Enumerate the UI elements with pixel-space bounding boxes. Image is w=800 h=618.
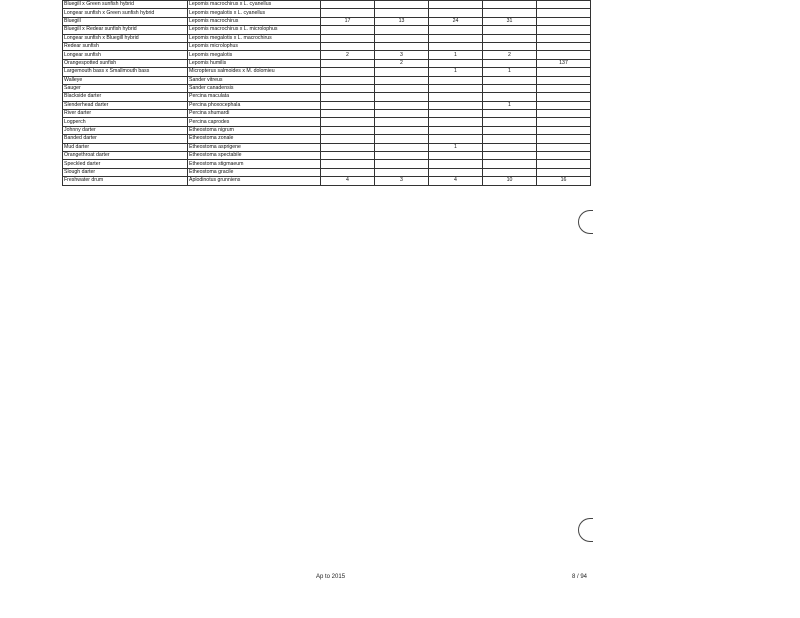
count-cell [429,126,483,134]
common-name-cell: Freshwater drum [63,177,188,185]
count-cell [537,26,591,34]
count-cell [483,84,537,92]
common-name-cell: Longear sunfish x Green sunfish hybrid [63,9,188,17]
count-cell [375,126,429,134]
common-name-cell: Walleye [63,76,188,84]
scientific-name-cell: Percina maculata [188,93,321,101]
count-cell [375,68,429,76]
count-cell [429,93,483,101]
count-cell [429,101,483,109]
count-cell: 2 [483,51,537,59]
count-cell [321,126,375,134]
count-cell [537,110,591,118]
count-cell [537,42,591,50]
count-cell [483,118,537,126]
count-cell [537,160,591,168]
count-cell: 17 [321,17,375,25]
count-cell: 2 [375,59,429,67]
count-cell [537,84,591,92]
scientific-name-cell: Etheostoma asprigene [188,143,321,151]
count-cell: 31 [483,17,537,25]
common-name-cell: Bluegill x Redear sunfish hybrid [63,26,188,34]
count-cell: 1 [429,51,483,59]
count-cell [429,110,483,118]
scientific-name-cell: Etheostoma nigrum [188,126,321,134]
count-cell [429,1,483,9]
count-cell: 10 [483,177,537,185]
scientific-name-cell: Lepomis megalotis [188,51,321,59]
count-cell [483,135,537,143]
table-row [63,84,591,92]
table-row [63,34,591,42]
table-row [63,160,591,168]
count-cell [483,34,537,42]
table-row [63,118,591,126]
scientific-name-cell: Lepomis macrochirus [188,17,321,25]
table-row [63,126,591,134]
count-cell [321,143,375,151]
count-cell [429,26,483,34]
common-name-cell: Banded darter [63,135,188,143]
scientific-name-cell: Etheostoma spectabile [188,152,321,160]
scientific-name-cell: Lepomis microlophus [188,42,321,50]
count-cell: 4 [321,177,375,185]
scientific-name-cell: Etheostoma stigmaeum [188,160,321,168]
count-cell [537,1,591,9]
count-cell [483,76,537,84]
count-cell: 3 [375,177,429,185]
count-cell [375,135,429,143]
count-cell [537,93,591,101]
table-row [63,168,591,176]
common-name-cell: River darter [63,110,188,118]
scientific-name-cell: Percina shumardi [188,110,321,118]
count-cell [321,160,375,168]
count-cell [375,152,429,160]
count-cell [321,84,375,92]
count-cell [321,34,375,42]
count-cell [483,26,537,34]
common-name-cell: Bluegill [63,17,188,25]
count-cell [375,110,429,118]
count-cell [321,42,375,50]
table-row [63,152,591,160]
scientific-name-cell: Etheostoma zonale [188,135,321,143]
count-cell: 137 [537,59,591,67]
count-cell [537,9,591,17]
scientific-name-cell: Lepomis humilis [188,59,321,67]
count-cell [375,168,429,176]
scientific-name-cell: Lepomis megalotis x L. cyanellus [188,9,321,17]
count-cell [375,118,429,126]
species-table-container [62,0,576,186]
count-cell [537,76,591,84]
common-name-cell: Speckled darter [63,160,188,168]
count-cell [375,84,429,92]
scientific-name-cell: Sander vitreus [188,76,321,84]
common-name-cell: Largemouth bass x Smallmouth bass [63,68,188,76]
count-cell [483,1,537,9]
count-cell [429,84,483,92]
count-cell [429,76,483,84]
count-cell [483,143,537,151]
count-cell [537,101,591,109]
count-cell [321,118,375,126]
scientific-name-cell: Percina caprodes [188,118,321,126]
count-cell [321,168,375,176]
count-cell [537,51,591,59]
table-row [63,42,591,50]
common-name-cell: Slough darter [63,168,188,176]
common-name-cell: Orangespotted sunfish [63,59,188,67]
scientific-name-cell: Sander canadensis [188,84,321,92]
count-cell [483,168,537,176]
count-cell [321,26,375,34]
count-cell [483,152,537,160]
count-cell [375,42,429,50]
table-row [63,76,591,84]
count-cell: 4 [429,177,483,185]
page-footer-center: Ap to 2015 [316,574,346,580]
count-cell [429,160,483,168]
binding-hole-mark [578,518,593,542]
page-number: 8 / 94 [572,574,588,580]
table-row [63,51,591,59]
count-cell [321,59,375,67]
table-row [63,135,591,143]
common-name-cell: Mud darter [63,143,188,151]
scientific-name-cell: Lepomis macrochirus x L. microlophus [188,26,321,34]
table-row [63,59,591,67]
table-row [63,101,591,109]
count-cell [483,126,537,134]
table-row [63,93,591,101]
count-cell: 1 [483,68,537,76]
common-name-cell: Bluegill x Green sunfish hybrid [63,1,188,9]
count-cell: 13 [375,17,429,25]
count-cell: 24 [429,17,483,25]
common-name-cell: Longear sunfish x Bluegill hybrid [63,34,188,42]
count-cell [483,93,537,101]
count-cell [537,135,591,143]
count-cell [321,93,375,101]
count-cell [375,101,429,109]
scientific-name-cell: Lepomis macrochirus x L. cyanellus [188,1,321,9]
table-row [63,9,591,17]
count-cell [321,110,375,118]
count-cell [537,118,591,126]
count-cell [429,118,483,126]
count-cell: 3 [375,51,429,59]
count-cell [375,26,429,34]
common-name-cell: Johnny darter [63,126,188,134]
count-cell [429,168,483,176]
table-row [63,143,591,151]
count-cell [321,135,375,143]
common-name-cell: Redear sunfish [63,42,188,50]
common-name-cell: Slenderhead darter [63,101,188,109]
table-row [63,26,591,34]
common-name-cell: Blackside darter [63,93,188,101]
count-cell [321,101,375,109]
count-cell [375,143,429,151]
count-cell [429,9,483,17]
count-cell [375,9,429,17]
count-cell [429,42,483,50]
count-cell [537,34,591,42]
count-cell [483,42,537,50]
count-cell [483,160,537,168]
binding-hole-mark [578,210,593,234]
count-cell [537,126,591,134]
count-cell [321,76,375,84]
count-cell [321,9,375,17]
count-cell [483,110,537,118]
count-cell [537,68,591,76]
count-cell [375,76,429,84]
table-row [63,17,591,25]
common-name-cell: Orangethroat darter [63,152,188,160]
scientific-name-cell: Lepomis megalotis x L. macrochirus [188,34,321,42]
count-cell: 1 [429,143,483,151]
count-cell: 2 [321,51,375,59]
count-cell [375,1,429,9]
count-cell [537,168,591,176]
count-cell [483,9,537,17]
count-cell [483,59,537,67]
count-cell [321,68,375,76]
scientific-name-cell: Micropterus salmoides x M. dolomieu [188,68,321,76]
count-cell [537,152,591,160]
species-table [62,0,591,186]
scientific-name-cell: Aplodinotus grunniens [188,177,321,185]
count-cell [375,93,429,101]
count-cell [429,59,483,67]
count-cell [537,143,591,151]
common-name-cell: Longear sunfish [63,51,188,59]
count-cell [429,135,483,143]
count-cell: 1 [483,101,537,109]
count-cell [321,1,375,9]
table-row [63,68,591,76]
table-row [63,177,591,185]
count-cell: 1 [429,68,483,76]
count-cell [537,17,591,25]
scientific-name-cell: Etheostoma gracile [188,168,321,176]
count-cell [375,34,429,42]
count-cell [429,34,483,42]
count-cell [321,152,375,160]
table-row [63,110,591,118]
count-cell: 16 [537,177,591,185]
count-cell [375,160,429,168]
common-name-cell: Sauger [63,84,188,92]
count-cell [429,152,483,160]
table-row [63,1,591,9]
common-name-cell: Logperch [63,118,188,126]
scientific-name-cell: Percina phoxocephala [188,101,321,109]
